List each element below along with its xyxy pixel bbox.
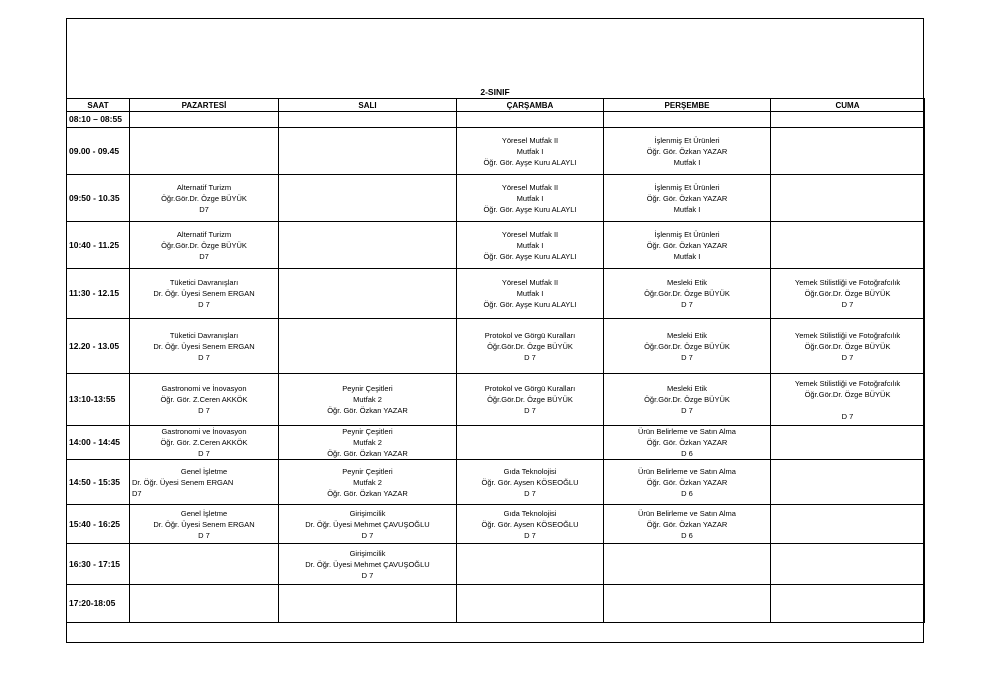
course-detail: Öğr. Gör. Ayşe Kuru ALAYLI [483, 251, 577, 261]
course-detail: D 7 [524, 406, 536, 415]
course-detail: Öğr.Gör.Dr. Özge BÜYÜK [804, 289, 891, 298]
header-persembe: PERŞEMBE [604, 99, 771, 112]
course-detail: D 7 [841, 411, 854, 421]
course-cell-pazartesi [130, 544, 279, 585]
course-name: Yöresel Mutfak II [501, 182, 559, 192]
course-detail: Öğr. Gör. Aysen KÖSEOĞLU [481, 519, 579, 529]
time-slot: 14:00 - 14:45 [67, 426, 130, 460]
course-cell-pazartesi [130, 222, 279, 269]
time-slot: 09.00 - 09.45 [67, 128, 130, 175]
course-detail: D 7 [524, 352, 536, 362]
course-detail: Öğr.Gör.Dr. Özge BÜYÜK [804, 341, 891, 351]
course-name: Yemek Stilistliği ve Fotoğrafcılık [794, 278, 901, 287]
course-cell-cuma [771, 319, 925, 374]
schedule-row [67, 319, 925, 374]
course-detail: Öğr. Gör. Özkan YAZAR [646, 438, 728, 447]
time-slot: 12.20 - 13.05 [67, 319, 130, 374]
course-name: Mesleki Etik [666, 330, 707, 340]
course-name: Genel İşletme [180, 508, 228, 518]
course-name: Peynir Çeşitleri [342, 427, 393, 436]
schedule-row [67, 544, 925, 585]
course-name: Protokol ve Görgü Kuralları [484, 330, 576, 340]
course-detail: D7 [199, 204, 209, 214]
course-cell-cuma [771, 222, 925, 269]
schedule-row [67, 426, 925, 460]
course-detail: Öğr.Gör.Dr. Özge BÜYÜK [161, 193, 247, 203]
course-detail: Mutfak I [673, 251, 701, 261]
course-cell-cuma [771, 175, 925, 222]
course-cell-pazartesi [130, 505, 279, 544]
course-detail: D 7 [361, 570, 374, 580]
course-name: Tüketici Davranışları [169, 330, 239, 340]
course-name: Mesleki Etik [666, 278, 707, 287]
schedule-row [67, 460, 925, 505]
course-detail: Mutfak I [516, 146, 544, 156]
course-detail: D 7 [198, 352, 210, 362]
course-detail: Öğr. Gör. Özkan YAZAR [646, 519, 728, 529]
course-detail: Öğr.Gör.Dr. Özge BÜYÜK [804, 389, 891, 399]
course-detail: D 7 [681, 406, 693, 415]
course-detail: D 7 [681, 352, 693, 362]
course-detail: Öğr. Gör. Özkan YAZAR [327, 449, 408, 458]
course-name: Peynir Çeşitleri [342, 384, 393, 393]
time-slot: 10:40 - 11.25 [67, 222, 130, 269]
course-cell-persembe [604, 175, 771, 222]
schedule-row [67, 585, 925, 623]
course-detail: D 6 [681, 488, 693, 498]
course-cell-sali [279, 544, 457, 585]
schedule-row [67, 175, 925, 222]
course-detail: Öğr. Gör. Ayşe Kuru ALAYLI [483, 300, 577, 309]
course-cell-pazartesi [130, 460, 279, 505]
course-cell-persembe [604, 128, 771, 175]
course-cell-persembe [604, 112, 771, 128]
course-detail: Dr. Öğr. Üyesi Mehmet ÇAVUŞOĞLU [305, 559, 430, 569]
course-cell-carsamba [457, 460, 604, 505]
header-saat: SAAT [67, 99, 130, 112]
course-name: Yemek Stilistliği ve Fotoğrafcılık [794, 378, 901, 388]
course-cell-carsamba [457, 544, 604, 585]
course-detail: Öğr.Gör.Dr. Özge BÜYÜK [644, 395, 730, 404]
course-name: İşlenmiş Et Ürünleri [654, 135, 720, 145]
course-cell-persembe [604, 269, 771, 319]
course-cell-pazartesi [130, 585, 279, 623]
course-name: Alternatif Turizm [176, 229, 232, 239]
course-cell-pazartesi [130, 128, 279, 175]
course-cell-sali [279, 319, 457, 374]
course-detail: D 6 [681, 530, 693, 540]
course-detail: Öğr. Gör. Aysen KÖSEOĞLU [481, 477, 579, 487]
course-name: Yemek Stilistliği ve Fotoğrafcılık [794, 330, 901, 340]
course-name: Yöresel Mutfak II [501, 278, 559, 287]
course-cell-sali [279, 505, 457, 544]
course-cell-persembe [604, 460, 771, 505]
course-detail: Öğr. Gör. Özkan YAZAR [646, 477, 728, 487]
course-cell-pazartesi [130, 269, 279, 319]
course-cell-pazartesi [130, 112, 279, 128]
header-cuma: CUMA [771, 99, 925, 112]
course-cell-pazartesi [130, 175, 279, 222]
course-cell-sali [279, 460, 457, 505]
course-detail: Öğr. Gör. Z.Ceren AKKÖK [160, 395, 248, 404]
course-cell-carsamba [457, 112, 604, 128]
course-name: Peynir Çeşitleri [342, 466, 393, 476]
course-name: İşlenmiş Et Ürünleri [654, 182, 720, 192]
time-slot: 08:10 – 08:55 [67, 112, 130, 128]
course-name: Ürün Belirleme ve Satın Alma [638, 427, 736, 436]
course-detail: D 6 [681, 449, 693, 458]
course-cell-cuma [771, 374, 925, 426]
course-cell-carsamba [457, 426, 604, 460]
course-cell-cuma [771, 128, 925, 175]
schedule-page [66, 18, 924, 643]
course-cell-carsamba [457, 128, 604, 175]
course-detail: Öğr.Gör.Dr. Özge BÜYÜK [487, 395, 573, 404]
course-cell-sali [279, 374, 457, 426]
time-slot: 17:20-18:05 [67, 585, 130, 623]
header-pazartesi: PAZARTESİ [130, 99, 279, 112]
course-cell-persembe [604, 505, 771, 544]
course-name: Genel İşletme [180, 466, 228, 476]
course-detail: Öğr. Gör. Ayşe Kuru ALAYLI [483, 204, 577, 214]
course-name: Yöresel Mutfak II [501, 135, 559, 145]
course-detail: Mutfak I [516, 240, 544, 250]
course-name: Gıda Teknolojisi [503, 508, 557, 518]
schedule-row [67, 222, 925, 269]
course-detail: D 7 [524, 488, 536, 498]
time-slot: 09:50 - 10.35 [67, 175, 130, 222]
course-cell-persembe [604, 544, 771, 585]
course-cell-sali [279, 585, 457, 623]
course-detail: D7 [132, 488, 142, 498]
course-cell-persembe [604, 319, 771, 374]
course-detail [771, 400, 924, 411]
course-name: Protokol ve Görgü Kuralları [484, 384, 576, 393]
course-cell-cuma [771, 585, 925, 623]
course-detail: D 7 [841, 300, 854, 309]
course-detail: Öğr. Gör. Özkan YAZAR [327, 488, 408, 498]
time-slot: 14:50 - 15:35 [67, 460, 130, 505]
course-cell-persembe [604, 222, 771, 269]
header-carsamba: ÇARŞAMBA [457, 99, 604, 112]
course-cell-cuma [771, 505, 925, 544]
schedule-row [67, 374, 925, 426]
course-cell-carsamba [457, 585, 604, 623]
course-detail: D 7 [361, 530, 374, 540]
schedule-row [67, 112, 925, 128]
course-detail: D 7 [198, 406, 210, 415]
course-detail: Dr. Öğr. Üyesi Mehmet ÇAVUŞOĞLU [305, 519, 430, 529]
course-cell-persembe [604, 374, 771, 426]
course-detail: D 7 [524, 530, 536, 540]
course-cell-pazartesi [130, 426, 279, 460]
course-detail: D 7 [681, 300, 693, 309]
course-detail: Dr. Öğr. Üyesi Senem ERGAN [153, 341, 255, 351]
course-detail: Öğr. Gör. Ayşe Kuru ALAYLI [483, 157, 577, 167]
course-cell-persembe [604, 426, 771, 460]
course-detail: Mutfak I [516, 193, 544, 203]
header-sali: SALI [279, 99, 457, 112]
course-cell-pazartesi [130, 319, 279, 374]
course-detail: D 7 [841, 352, 854, 362]
course-detail: Öğr.Gör.Dr. Özge BÜYÜK [161, 240, 247, 250]
course-detail: D7 [199, 251, 209, 261]
course-cell-sali [279, 222, 457, 269]
course-detail: Dr. Öğr. Üyesi Senem ERGAN [153, 289, 255, 298]
time-slot: 16:30 - 17:15 [67, 544, 130, 585]
course-detail: Mutfak 2 [353, 477, 382, 487]
course-name: Girişimcilik [349, 548, 386, 558]
schedule-table [66, 98, 925, 623]
course-detail: Öğr.Gör.Dr. Özge BÜYÜK [487, 341, 573, 351]
course-cell-carsamba [457, 269, 604, 319]
schedule-row [67, 269, 925, 319]
course-cell-cuma [771, 460, 925, 505]
course-cell-carsamba [457, 505, 604, 544]
course-cell-cuma [771, 112, 925, 128]
course-cell-cuma [771, 544, 925, 585]
time-slot: 15:40 - 16:25 [67, 505, 130, 544]
course-detail: Öğr.Gör.Dr. Özge BÜYÜK [644, 341, 730, 351]
schedule-row [67, 128, 925, 175]
course-cell-cuma [771, 269, 925, 319]
schedule-row [67, 505, 925, 544]
course-detail: D 7 [198, 300, 210, 309]
course-detail: Mutfak 2 [353, 438, 382, 447]
course-name: Gıda Teknolojisi [503, 466, 557, 476]
course-cell-sali [279, 128, 457, 175]
course-detail: Mutfak I [673, 157, 701, 167]
course-detail: Öğr. Gör. Özkan YAZAR [646, 146, 728, 156]
course-detail: Mutfak I [516, 289, 544, 298]
time-slot: 13:10-13:55 [67, 374, 130, 426]
course-cell-pazartesi [130, 374, 279, 426]
course-name: Yöresel Mutfak II [501, 229, 559, 239]
course-name: Girişimcilik [349, 508, 386, 518]
course-cell-sali [279, 426, 457, 460]
course-detail: Mutfak 2 [353, 395, 382, 404]
course-cell-carsamba [457, 222, 604, 269]
course-name: Gastronomi ve İnovasyon [161, 384, 247, 393]
course-detail: Mutfak I [673, 204, 701, 214]
course-cell-persembe [604, 585, 771, 623]
course-detail: Öğr. Gör. Özkan YAZAR [646, 240, 728, 250]
course-name: Ürün Belirleme ve Satın Alma [638, 466, 736, 476]
course-cell-carsamba [457, 175, 604, 222]
course-detail: Öğr. Gör. Özkan YAZAR [327, 406, 408, 415]
course-cell-cuma [771, 426, 925, 460]
course-name: Ürün Belirleme ve Satın Alma [638, 508, 736, 518]
course-name: Tüketici Davranışları [169, 278, 239, 287]
course-cell-sali [279, 269, 457, 319]
course-detail: Dr. Öğr. Üyesi Senem ERGAN [132, 477, 234, 487]
course-cell-sali [279, 112, 457, 128]
header-row [67, 99, 925, 112]
course-cell-carsamba [457, 319, 604, 374]
course-detail: Öğr. Gör. Z.Ceren AKKÖK [160, 438, 248, 447]
course-detail: Dr. Öğr. Üyesi Senem ERGAN [153, 519, 255, 529]
course-name: Gastronomi ve İnovasyon [161, 427, 247, 436]
course-name: Alternatif Turizm [176, 182, 232, 192]
course-detail: D 7 [198, 449, 210, 458]
course-detail: Öğr.Gör.Dr. Özge BÜYÜK [644, 289, 730, 298]
course-name: Mesleki Etik [666, 384, 707, 393]
course-cell-sali [279, 175, 457, 222]
course-detail: D 7 [198, 530, 210, 540]
course-detail: Öğr. Gör. Özkan YAZAR [646, 193, 728, 203]
course-name: İşlenmiş Et Ürünleri [654, 229, 720, 239]
course-cell-carsamba [457, 374, 604, 426]
class-title: 2-SINIF [480, 87, 510, 97]
time-slot: 11:30 - 12.15 [67, 269, 130, 319]
